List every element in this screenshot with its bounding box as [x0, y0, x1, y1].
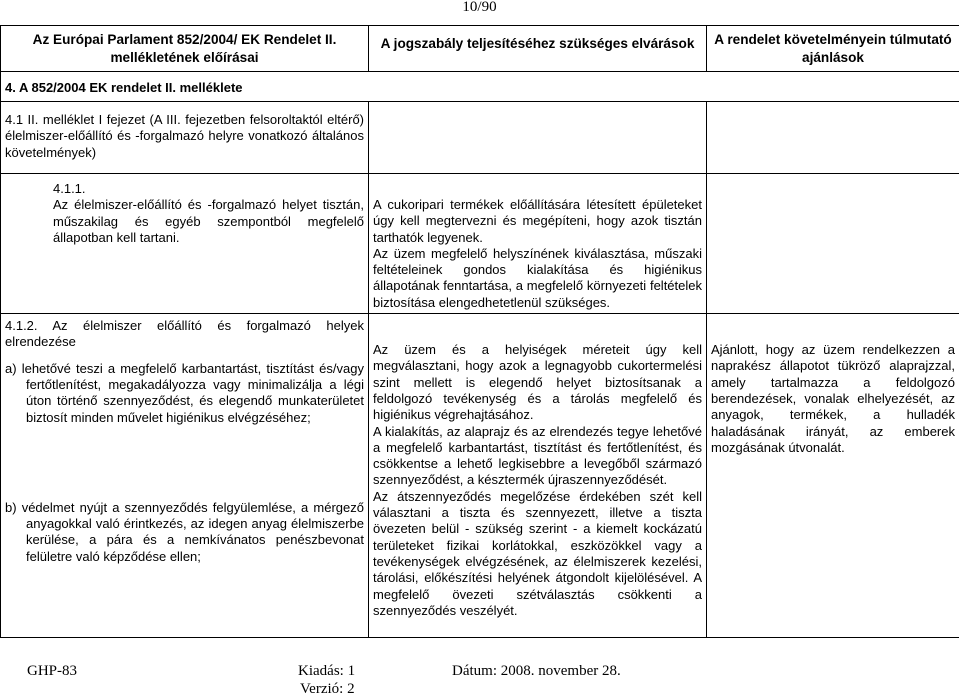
footer-version: Verzió: 2: [300, 680, 355, 698]
subsection-col2-empty: [369, 102, 707, 174]
footer-issue: Kiadás: 1: [298, 662, 355, 680]
header-col1: Az Európai Parlament 852/2004/ EK Rendelet II. mellékletének előírásai: [1, 26, 369, 72]
row2-recommendation: Ajánlott, hogy az üzem rendelkezzen a naprakész állapotot tükröző alaprajzzal, amely tartalmazza a feldolgozó berendezések, vonalak elhelyezését, az anyagok, termékek, a hulladék haladásának irányát, az emberek mozgásának útvonalát.: [711, 342, 955, 456]
row1-expectation-2: Az üzem megfelelő helyszínének kiválasztása, műszaki feltételeinek gondos kialakítása és higiénikus állapotának fenntartása, a megfelelő környezeti feltételek biztosítása elengedhetetlenül szükséges.: [373, 246, 702, 311]
row-4-1-2: [1, 314, 959, 638]
header-row: [1, 26, 959, 72]
header-col3: A rendelet követelményein túlmutató ajánlások: [707, 26, 959, 72]
row2-item-b: b) védelmet nyújt a szennyeződés felgyülemlése, a mérgező anyagokkal való érintkezés, az idegen anyag élelmiszerbe kerülése, a pára és a nemkívánatos penészbevonat felületre való képződése ellen;: [5, 500, 364, 565]
section-title-row: [1, 72, 959, 102]
header-col2: A jogszabály teljesítéséhez szükséges elvárások: [369, 26, 707, 72]
row2-intro: 4.1.2. Az élelmiszer előállító és forgalmazó helyek elrendezése: [5, 318, 364, 351]
section-title: 4. A 852/2004 EK rendelet II. melléklete: [1, 72, 959, 102]
row1-requirement: Az élelmiszer-előállító és -forgalmazó helyet tisztán, műszakilag és egyéb szempontból megfelelő állapotban kell tartani.: [53, 197, 364, 246]
page-footer: [0, 661, 959, 697]
row1-recommendation-empty: [707, 174, 959, 314]
row2-expectation-3: Az átszennyeződés megelőzése érdekében szét kell választani a tiszta és szennyezett, illetve a tiszta övezeten belül - szükség szerint - a kiemelt kockázatú területeket fizikai korlátokkal, eszközökkel vagy a tevékenységek elvégzésének, az élelmiszerek kezelési, tárolási, előkészítési helyének átgondolt kijelölésével. A megfelelő övezeti szétválasztás csökkenti a szennyeződés veszélyét.: [373, 489, 702, 619]
requirements-table: [0, 25, 959, 638]
page-number: 10/90: [0, 0, 959, 14]
row2-expectation-1: Az üzem és a helyiségek méreteit úgy kell megválasztani, hogy azok a legnagyobb cukortermelési szint mellett is elegendő helyet biztosítsanak a feldolgozó tevékenység és a tárolás megfelelő és higiénikus végrehajtásához.: [373, 342, 702, 423]
row2-item-a: a) lehetővé teszi a megfelelő karbantartást, tisztítást és/vagy fertőtlenítést, megakadályozza vagy minimalizálja a légi úton történő szennyeződést, és elegendő munkaterületet biztosít minden művelet higiénikus elvégzéséhez;: [5, 361, 364, 426]
subsection-row: [1, 102, 959, 174]
row2-expectation-2: A kialakítás, az alaprajz és az elrendezés tegye lehetővé a megfelelő karbantartást, tisztítást és fertőtlenítést, és csökkentse a lehető legkisebbre a levegőből származó szennyeződést, a késztermék újraszennyeződését.: [373, 424, 702, 489]
row1-number: 4.1.1.: [53, 181, 364, 197]
footer-date: Dátum: 2008. november 28.: [452, 662, 621, 680]
subsection-col3-empty: [707, 102, 959, 174]
subsection-title: 4.1 II. melléklet I fejezet (A III. fejezetben felsoroltaktól eltérő) élelmiszer-előállító és -forgalmazó helyre vonatkozó általános követelmények): [1, 102, 369, 174]
row1-expectation-1: A cukoripari termékek előállítására létesített épületeket úgy kell megtervezni és megépíteni, hogy azok tisztán tarthatók legyenek.: [373, 197, 702, 246]
row-4-1-1: [1, 174, 959, 314]
footer-code: GHP-83: [27, 662, 77, 680]
